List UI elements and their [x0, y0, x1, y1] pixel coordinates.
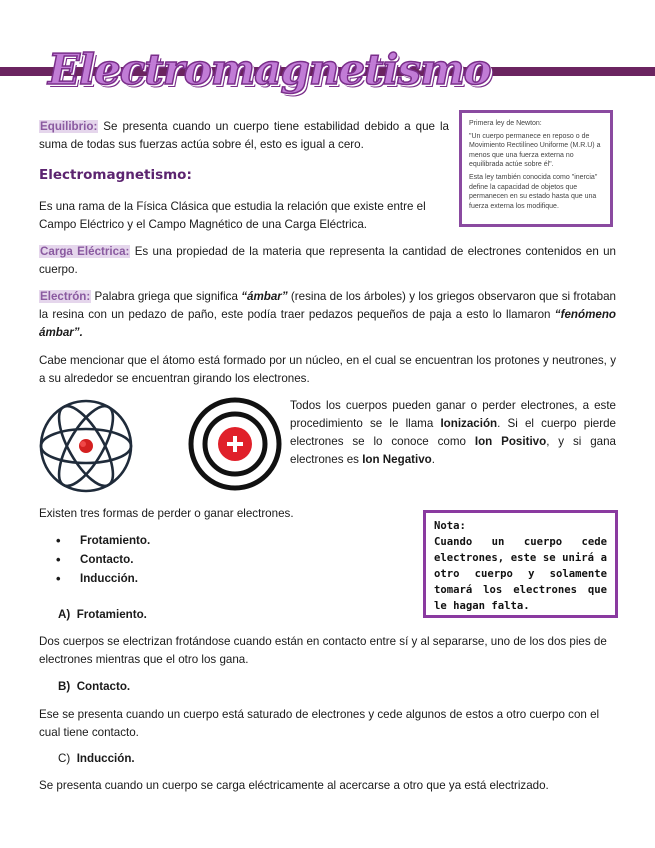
- newton-quote: "Un cuerpo permanece en reposo o de Movimiento Rectilíneo Uniforme (M.R.U) a menos que una fuerza externa no equilibrada actúe sobre él".: [469, 132, 601, 169]
- section-c-letter: C): [58, 752, 71, 765]
- ionizacion-paragraph: [290, 397, 616, 469]
- list-item: • Contacto.: [56, 550, 150, 569]
- electromagnetismo-heading-wrap: [39, 167, 192, 183]
- electron-paragraph: [39, 288, 616, 342]
- carga-label: Carga Eléctrica:: [40, 245, 130, 258]
- section-a-name: Frotamiento.: [76, 608, 147, 621]
- nota-heading: Nota:: [434, 520, 466, 532]
- page-title: Electromagnetismo: [48, 45, 491, 94]
- electromagnetismo-paragraph: Es una rama de la Física Clásica que estudia la relación que existe entre el Campo Eléctrico y el Campo Magnético de una Carga Eléctrica.: [39, 200, 426, 231]
- electron-text-1: Palabra griega que significa: [91, 290, 242, 303]
- nota-text: Cuando un cuerpo cede electrones, este se unirá a otro cuerpo y solamente tomará los electrones que le hagan falta.: [434, 536, 607, 612]
- section-a-letter: A): [58, 608, 71, 621]
- equilibrio-text: Se presenta cuando un cuerpo tiene estabilidad debido a que la suma de todas sus fuerzas actúa sobre él, esto es igual a cero.: [39, 120, 449, 151]
- ionizacion-term: Ionización: [440, 417, 498, 430]
- section-b-heading: [58, 678, 130, 696]
- equilibrio-label: Equilibrio:: [40, 120, 98, 133]
- atom-icon: [38, 398, 134, 494]
- ion-text-3: , y si gana electrones es: [290, 435, 616, 466]
- electron-text-2: (resina de los árboles) y los griegos observaron que si frotaban la resina con un pedazo de paño, este podía traer pedazos pequeños de paja a esto lo llamaron: [39, 290, 616, 321]
- electron-fenomeno: “fenómeno ámbar”.: [39, 308, 616, 339]
- electron-ambar: “ámbar”: [241, 290, 288, 303]
- section-b-name: Contacto.: [76, 680, 131, 693]
- electron-label: Electrón:: [40, 290, 91, 303]
- list-item: • Inducción.: [56, 569, 150, 588]
- ion-text-4: .: [431, 453, 435, 466]
- positive-ion-icon: [188, 397, 282, 491]
- section-b-text: Ese se presenta cuando un cuerpo está saturado de electrones y cede algunos de estos a otro cuerpo con el cual tiene contacto.: [39, 708, 600, 739]
- equilibrio-paragraph: [39, 118, 449, 154]
- section-a-heading: [58, 606, 147, 624]
- ion-positivo-term: Ion Positivo: [474, 435, 547, 448]
- section-c-name: Inducción.: [76, 752, 135, 765]
- section-c-heading: [58, 750, 135, 768]
- atomo-paragraph: Cabe mencionar que el átomo está formado por un núcleo, en el cual se encuentran los protones y neutrones, y a su alrededor se encuentran girando los electrones.: [39, 354, 616, 385]
- newton-law-box: [459, 110, 613, 227]
- carga-paragraph: [39, 243, 616, 279]
- formas-intro: Existen tres formas de perder o ganar electrones.: [39, 507, 294, 520]
- carga-text: Es una propiedad de la materia que representa la cantidad de electrones contenidos en un cuerpo.: [39, 245, 616, 276]
- newton-note: Esta ley también conocida como "inercia" define la capacidad de objetos que permanecen en su estado hasta que una fuerza externa los modifique.: [469, 173, 598, 210]
- section-a-text: Dos cuerpos se electrizan frotándose cuando están en contacto entre sí y al separarse, uno de los dos pies de electrones mientras que el otro los gana.: [39, 635, 607, 666]
- section-c-text: Se presenta cuando un cuerpo se carga eléctricamente al acercarse a otro que ya está electrizado.: [39, 779, 549, 792]
- newton-heading: Primera ley de Newton:: [469, 120, 542, 127]
- electromagnetismo-heading: Electromagnetismo:: [39, 167, 192, 183]
- list-item: • Frotamiento.: [56, 531, 150, 550]
- ion-negativo-term: Ion Negativo: [362, 453, 432, 466]
- nota-box: [423, 510, 618, 618]
- section-b-letter: B): [58, 680, 71, 693]
- ion-text-2: . Si el cuerpo pierde electrones se lo conoce como: [290, 417, 616, 448]
- ion-text-1: Todos los cuerpos pueden ganar o perder electrones, a este procedimiento se le llama: [290, 399, 616, 430]
- formas-list: [56, 531, 150, 588]
